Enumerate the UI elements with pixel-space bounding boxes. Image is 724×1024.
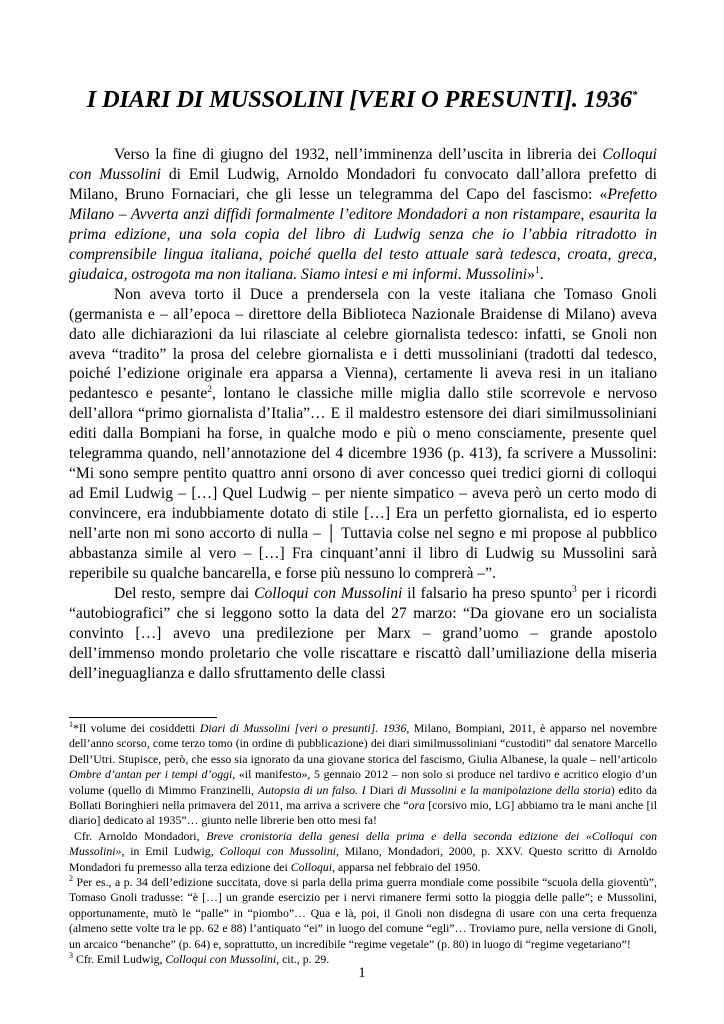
footnote-1	[69, 721, 657, 829]
footnote-italic: Colloqui con Mussolini	[165, 952, 277, 967]
footnote-ref-2: 2	[207, 385, 212, 396]
footnote-number: 1	[69, 720, 73, 730]
p3-text: il falsario ha preso spunto	[402, 584, 572, 602]
p1-text: »	[527, 265, 535, 283]
footnote-italic: ora	[408, 798, 425, 813]
p1-text: Verso la fine di giugno del 1932, nell’imminenza dell’uscita in libreria dei	[114, 146, 603, 163]
footnote-italic: Breve cronistoria della genesi della prima e della seconda edizione dei «Colloqui con Mussolini»	[69, 828, 657, 859]
footnotes	[69, 721, 657, 968]
footnote-ref-1: 1	[534, 265, 540, 276]
paragraph-2	[69, 285, 657, 584]
footnote-text: Per es., a p. 34 dell’edizione succitata, dove si parla della prima guerra mondiale come possibile “scuola della gioventù”, Tomaso Gnoli tradusse: “è […] un grande esercizio per i nervi rimanere fermi sotto la pioggia delle palle”; e Mussolini, opportunamente, mutò le “palle” in “piombo”… Qua e là, poi, il Gnoli non disdegna di usare con una certa frequenza (almeno sette volte tra le pp. 62 e 88) l’antiquato “ei” in luogo del comune “egli”… Troviamo pure, nella versione di Gnoli, un arcaico “benanche” (p. 64) e, soprattutto, un incredibile “regime vegetale” (p. 80) in luogo di “regime vegetariano”!	[69, 875, 657, 951]
p3-text: Del resto, sempre dai	[114, 584, 255, 602]
footnote-italic: Diari di Mussolini [veri o presunti]. 1936	[199, 721, 407, 735]
footnote-text: , apparsa nel febbraio del 1950.	[332, 859, 481, 874]
title-footnote-mark: *	[631, 88, 638, 101]
footnote-italic: Colloqui con Mussolini	[219, 844, 337, 859]
footnote-text: , «il manifesto», 5 gennaio 2012 – non solo si produce nel tardivo e acritico elogio d’un volume (quello di Mimmo Franzinelli,	[69, 767, 657, 797]
footnote-separator	[69, 717, 217, 718]
footnote-italic: Autopsia di un falso. I	[257, 782, 366, 797]
footnote-italic: Ombre d’antan per i tempi d’oggi	[69, 767, 233, 782]
footnote-number: 3	[69, 951, 73, 961]
footnote-italic: Colloqui	[290, 859, 333, 874]
paragraph-3	[69, 584, 657, 684]
p1-text: .	[539, 265, 544, 283]
footnote-1-continued	[69, 829, 657, 875]
footnote-italic: di Mussolini e la manipolazione della storia	[397, 782, 611, 797]
footnote-text: , in Emil Ludwig,	[121, 844, 220, 859]
p2-text: , lontano le classiche mille miglia dallo stile scorrevole e nervoso dell’allora “primo giornalista d’Italia”… E il maldestro estensore dei diari similmussoliniani editi dalla Bompiani ha forse, in qualche modo e più o meno consciamente, presente quel telegramma quando, nell’annotazione del 4 dicembre 1936 (p. 413), fa scrivere a Mussolini: “Mi sono sempre pentito quattro anni orsono di aver concesso quei tredici giorni di colloqui ad Emil Ludwig – […] Quel Ludwig – per niente simpatico – aveva però un certo modo di convincere, era indubbiamente dotato di stile […] Era un perfetto giornalista, ed io esperto nell’arte non mi sono accorto di nulla – │ Tuttavia colse nel segno e mi propose al pubblico abbastanza simile al vero – […] Fra cinquant’anni il libro di Ludwig su Mussolini sarà reperibile su qualche bancarella, e forse più nessuno lo comprerà –”.	[69, 385, 657, 583]
footnote-number: 2	[69, 874, 73, 884]
footnote-text: , cit., p. 29.	[276, 952, 330, 967]
footnote-text: *Il volume dei cosiddetti	[73, 721, 200, 735]
p1-text: di Emil Ludwig, Arnoldo Mondadori fu convocato dall’allora prefetto di Milano, Bruno Fornaciari, che gli lesse un telegramma del Capo del fascismo: «	[69, 165, 657, 203]
p2-text: Non aveva torto il Duce a prendersela con la veste italiana che Tomaso Gnoli (germanista e – all’epoca – direttore della Biblioteca Nazionale Braidense di Milano) aveva dato alle dichiarazioni da lui rilasciate al celebre giornalista tedesco: infatti, se Gnoli non aveva “tradito” la prosa del celebre giornalista e i detti mussoliniani (tradotti dal tedesco, poiché l’edizione originale era apparsa a Vienna), certamente li aveva resi in un italiano pedantesco e pesante	[69, 285, 657, 403]
footnote-ref-3: 3	[571, 584, 577, 595]
p3-book-title: Colloqui con Mussolini	[254, 584, 403, 602]
footnote-text: Diari	[365, 782, 398, 797]
p3-text: per i ricordi “autobiografici” che si leggono sotto la data del 27 marzo: “Da giovane ero un socialista convinto […] avevo una predilezione per Marx – grand’uomo – grande apostolo dell’immenso mondo proletario che volle riscattare e riscattò dall’umiliazione della miseria dell’ineguaglianza e dallo sfruttamento delle classi	[69, 584, 657, 682]
p1-telegram-quote: Prefetto Milano – Avverta anzi diffidi formalmente l’editore Mondadori a non ristampare, esaurita la prima edizione, una sola copia del libro di Ludwig senza che io l’abbia ritradotto in comprensibile lingua italiana, poiché quella del testo attuale sarà tedesca, croata, greca, giudaica, ostrogota ma non italiana. Siamo intesi e mi informi. Mussolini	[69, 185, 657, 283]
footnote-text: ) edito da Bollati Boringhieri nella primavera del 2011, ma arriva a scrivere che “	[69, 782, 657, 813]
footnote-text: , Milano, Mondadori, 2000, p. XXV. Questo scritto di Arnoldo Mondadori fu premesso alla terza edizione dei	[69, 844, 657, 874]
footnote-text: , Milano, Bompiani, 2011, è apparso nel novembre dell’anno scorso, come terzo tomo (in ordine di pubblicazione) dei diari similmussoliniani “custoditi” dal senatore Marcello Dell’Utri. Stupisce, però, che esso sia ignorato da una giovane storica del fascismo, Giulia Albanese, la quale – nell’articolo	[69, 721, 657, 766]
footnote-2	[69, 875, 657, 952]
footnote-text: Cfr. Emil Ludwig,	[73, 952, 166, 967]
footnote-text: [corsivo mio, LG] abbiamo tra le mani anche [il diario] dedicato al 1935”… giunto nelle librerie ben otto mesi fa!	[69, 798, 657, 828]
paragraph-1	[69, 145, 657, 285]
footnote-text: Cfr. Arnoldo Mondadori,	[74, 828, 207, 843]
title-text: I DIARI DI MUSSOLINI [VERI O PRESUNTI]. 1936	[86, 86, 632, 113]
p1-book-title: Colloqui con Mussolini	[69, 146, 657, 183]
page-title	[40, 86, 684, 114]
page-number: 1	[358, 965, 366, 981]
body-text	[69, 145, 657, 684]
